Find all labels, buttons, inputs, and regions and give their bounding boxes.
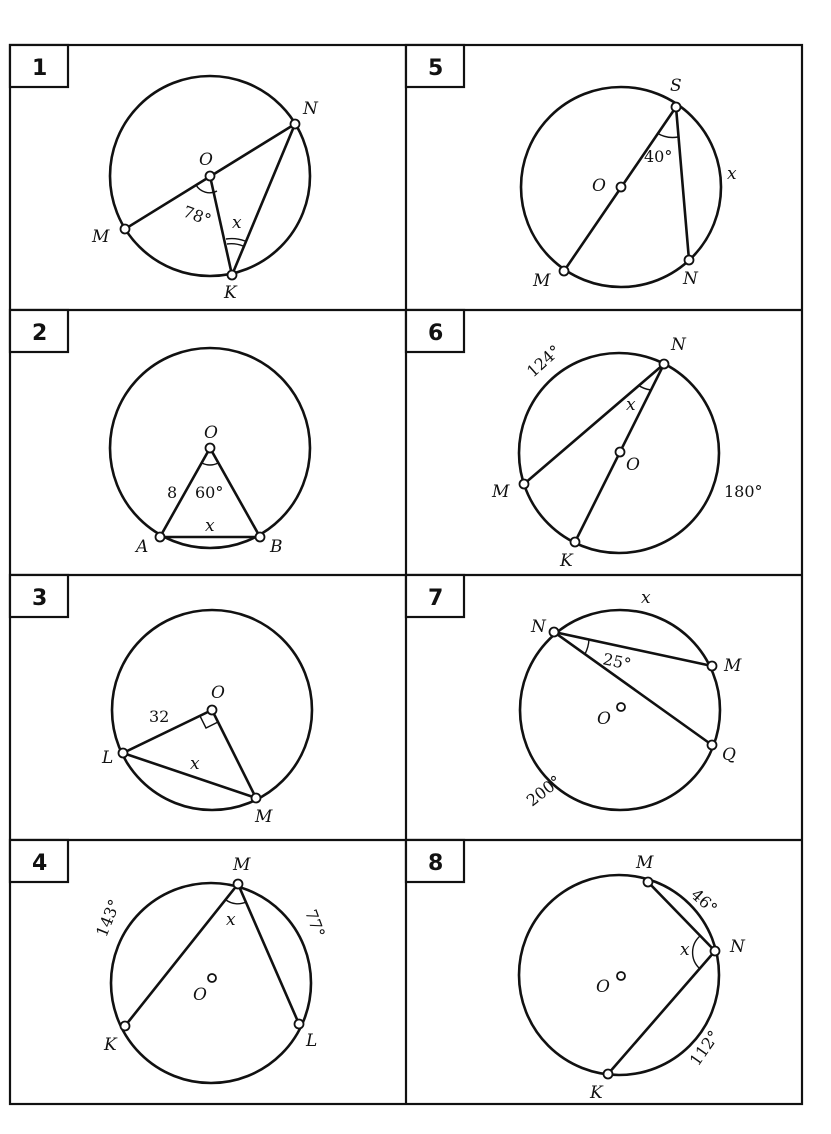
label-n: N — [730, 937, 745, 957]
point-q — [708, 741, 717, 750]
point-m — [252, 794, 261, 803]
label-a: A — [136, 537, 149, 557]
unknown-x: x — [680, 940, 690, 960]
radius-ok — [210, 176, 232, 275]
radius-value: 8 — [167, 483, 178, 502]
arc-value-right: 77° — [301, 906, 329, 941]
angle-arc-s — [657, 133, 678, 137]
label-m: M — [533, 271, 551, 291]
label-o: O — [597, 709, 611, 729]
label-m: M — [724, 656, 742, 676]
label-n: N — [683, 269, 698, 289]
label-m: M — [636, 853, 654, 873]
label-k: K — [560, 551, 573, 571]
arc-value-left: 143° — [92, 896, 125, 940]
angle-arc-n — [638, 385, 651, 390]
label-n: N — [671, 335, 686, 355]
problem-number: 2 — [32, 321, 48, 346]
arc-value-right: 180° — [724, 482, 763, 501]
label-o: O — [199, 150, 213, 170]
point-n — [711, 947, 720, 956]
point-m — [560, 267, 569, 276]
point-m — [520, 480, 529, 489]
point-o — [206, 444, 215, 453]
point-o — [208, 706, 217, 715]
point-b — [256, 533, 265, 542]
label-b: B — [270, 537, 283, 557]
problem-3 — [10, 575, 312, 827]
unknown-x: x — [232, 213, 242, 233]
angle-value: 25° — [601, 649, 633, 674]
problem-number: 5 — [428, 56, 444, 81]
label-o: O — [204, 423, 218, 443]
point-o — [206, 172, 215, 181]
angle-value: 60° — [195, 483, 224, 502]
problem-number: 4 — [32, 851, 48, 876]
point-m — [644, 878, 653, 887]
label-l: L — [102, 748, 114, 768]
problem-number: 1 — [32, 56, 48, 81]
problem-number: 3 — [32, 586, 48, 611]
problem-6 — [406, 310, 763, 571]
chord-sn — [676, 107, 689, 260]
point-l — [295, 1020, 304, 1029]
point-a — [156, 533, 165, 542]
point-o — [617, 972, 625, 980]
unknown-x: x — [626, 395, 636, 415]
chord-mk — [125, 884, 238, 1026]
label-o: O — [193, 985, 207, 1005]
point-k — [228, 271, 237, 280]
point-n — [685, 256, 694, 265]
label-m: M — [92, 227, 110, 247]
label-o: O — [592, 176, 606, 196]
point-k — [571, 538, 580, 547]
angle-value: 78° — [180, 201, 214, 230]
chord-ml — [238, 884, 299, 1024]
side-value: 32 — [149, 707, 170, 726]
label-k: K — [590, 1083, 603, 1103]
label-q: Q — [722, 745, 736, 765]
angle-arc-k-2 — [226, 239, 245, 241]
angle-arc-o — [202, 463, 218, 465]
point-o — [616, 448, 625, 457]
point-m — [708, 662, 717, 671]
point-o — [617, 703, 625, 711]
label-o: O — [596, 977, 610, 997]
angle-arc-n — [693, 936, 700, 968]
label-n: N — [531, 617, 546, 637]
angle-value: 40° — [644, 147, 673, 166]
label-l: L — [306, 1031, 318, 1051]
angle-arc-k — [227, 244, 243, 246]
unknown-x: x — [727, 164, 737, 184]
problem-7 — [406, 575, 742, 810]
point-n — [660, 360, 669, 369]
unknown-x: x — [641, 588, 651, 608]
chord-nm — [524, 364, 664, 484]
label-o: O — [626, 455, 640, 475]
point-o — [208, 974, 216, 982]
problem-2 — [10, 310, 310, 557]
label-k: K — [104, 1035, 117, 1055]
point-o — [617, 183, 626, 192]
point-l — [119, 749, 128, 758]
point-n — [291, 120, 300, 129]
label-s: S — [670, 76, 682, 96]
unknown-x: x — [205, 516, 215, 536]
label-m: M — [233, 855, 251, 875]
arc-value-bottom: 200° — [522, 771, 565, 811]
chord-nk — [232, 124, 295, 275]
label-o: O — [211, 683, 225, 703]
angle-arc-n — [585, 639, 589, 654]
label-m: M — [255, 807, 273, 827]
point-n — [550, 628, 559, 637]
problem-number: 7 — [428, 586, 444, 611]
point-s — [672, 103, 681, 112]
problem-4 — [10, 840, 329, 1083]
arc-value-top: 124° — [522, 341, 565, 381]
unknown-x: x — [226, 910, 236, 930]
problem-5 — [406, 45, 737, 291]
label-k: K — [224, 283, 237, 303]
label-m: M — [492, 482, 510, 502]
label-n: N — [303, 99, 318, 119]
problem-1 — [10, 45, 319, 303]
problem-number: 6 — [428, 321, 444, 346]
point-m — [234, 880, 243, 889]
point-m — [121, 225, 130, 234]
point-k — [604, 1070, 613, 1079]
angle-arc-m — [226, 900, 246, 904]
arc-value-bottom: 112° — [685, 1026, 724, 1070]
problem-number: 8 — [428, 851, 444, 876]
problem-8 — [406, 840, 746, 1103]
arc-value-top: 46° — [687, 884, 722, 918]
point-k — [121, 1022, 130, 1031]
unknown-x: x — [190, 754, 200, 774]
